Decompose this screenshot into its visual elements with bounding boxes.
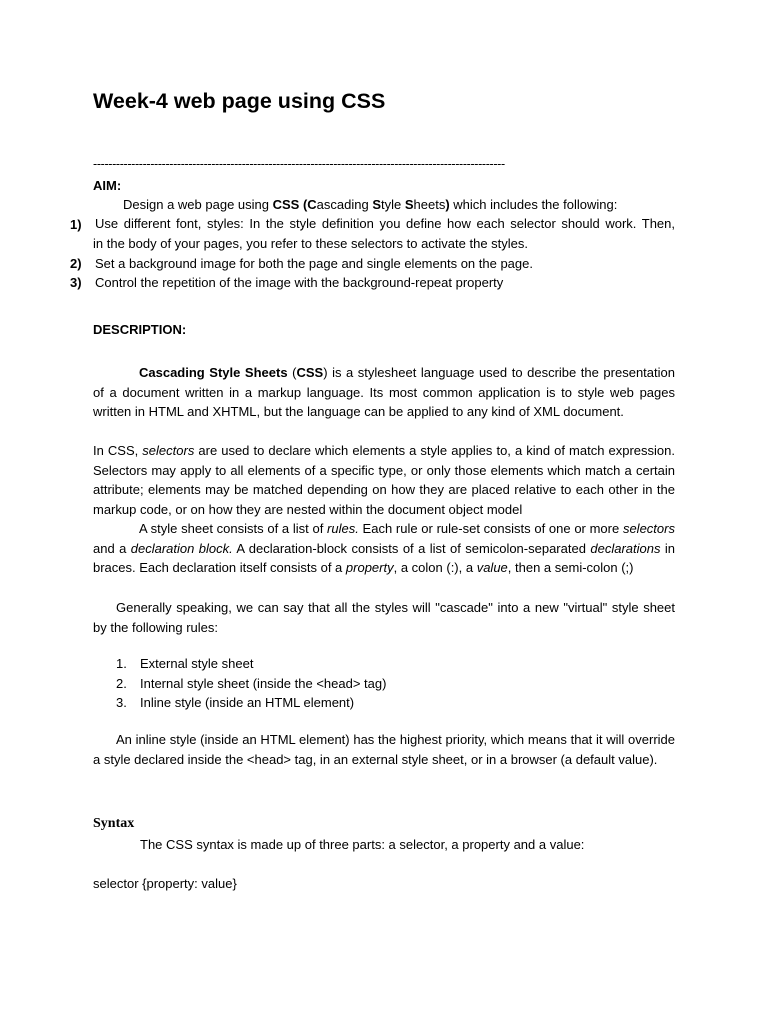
- aim-item-number: 1): [70, 217, 82, 232]
- p3-value: value: [476, 560, 508, 576]
- p3-declarations: declarations: [590, 540, 661, 556]
- aim-intro-text: Design a web page using: [123, 197, 273, 212]
- p3-a: A style sheet consists of a list of: [139, 521, 328, 536]
- description-paragraph-5: An inline style (inside an HTML element) has the highest priority, which means that it will override a style declared inside the <head> tag, in an external style sheet, or in a browser (a default value).: [93, 732, 675, 767]
- description-paragraph-4: Generally speaking, we can say that all the styles will "cascade" into a new "virtual" style sheet by the following rules:: [93, 600, 675, 635]
- syntax-example: selector {property: value}: [93, 876, 237, 891]
- p2-selectors: selectors: [142, 443, 195, 458]
- aim-item-1-line-2: in the body of your pages, you refer to these selectors to activate the styles.: [93, 236, 529, 251]
- p3-rules: rules.: [327, 521, 359, 536]
- aim-intro-c: C: [307, 197, 317, 212]
- aim-heading: AIM:: [93, 178, 122, 193]
- aim-intro-s: S: [372, 197, 381, 212]
- rule-item: External style sheet: [140, 656, 254, 671]
- rule-number: 2.: [116, 676, 127, 691]
- aim-item-1-line-1: Use different font, styles: In the style definition you define how each selector should work. Then,: [95, 216, 675, 231]
- p3-property: property: [345, 560, 394, 576]
- description-paragraph-3: [93, 519, 675, 578]
- aim-intro-ascading: ascading: [316, 197, 373, 212]
- p2-text: are used to declare which elements a style applies to, a kind of match expression. Selectors may apply to all elements of a specific type, or only those elements which match a certain attribute; elements may be matched depending on how they are placed relative to each other in the markup code, or on how they are nested within the document object model: [93, 443, 675, 517]
- aim-intro-close: ): [445, 197, 450, 212]
- description-paragraph-1: [93, 363, 675, 422]
- p3-g: , then a semi-colon (;): [507, 560, 634, 576]
- rule-item: Inline style (inside an HTML element): [140, 695, 355, 710]
- p3-selectors: selectors: [622, 521, 675, 536]
- p2-pre: In CSS,: [93, 443, 143, 458]
- css-full-name: Cascading Style Sheets: [139, 365, 288, 380]
- aim-intro-post: which includes the following:: [449, 197, 618, 212]
- p3-b: Each rule or rule-set consists of one or more: [358, 521, 623, 536]
- rule-number: 3.: [116, 695, 127, 710]
- aim-intro-css: CSS (: [272, 197, 308, 212]
- aim-intro-s2: S: [404, 197, 414, 212]
- aim-item-number: 3): [70, 275, 82, 290]
- description-paragraph-2: [93, 441, 675, 519]
- dashed-divider: ------------------------------------------------------------------------------------------------------------: [93, 157, 505, 171]
- description-heading: DESCRIPTION:: [93, 322, 187, 337]
- aim-intro-tyle: tyle: [381, 197, 405, 212]
- rule-number: 1.: [116, 656, 127, 671]
- aim-intro-heets: heets: [413, 197, 446, 212]
- aim-intro: [123, 195, 617, 215]
- aim-item-3: Control the repetition of the image with the background-repeat property: [95, 275, 504, 290]
- p3-declaration-block: declaration block.: [130, 540, 233, 556]
- rule-item: Internal style sheet (inside the <head> tag): [140, 676, 387, 691]
- p3-f: , a colon (:), a: [393, 560, 477, 576]
- syntax-heading: Syntax: [93, 816, 135, 831]
- p1-paren: (: [287, 365, 297, 380]
- p3-c: and a: [93, 540, 131, 556]
- page-title: Week-4 web page using CSS: [93, 89, 386, 113]
- p3-e: in braces. Each declaration itself consists of a: [93, 540, 675, 576]
- css-acronym: CSS: [296, 365, 324, 380]
- p3-d: A declaration-block consists of a list of semicolon-separated: [232, 540, 591, 556]
- syntax-description: The CSS syntax is made up of three parts: a selector, a property and a value:: [140, 837, 585, 852]
- aim-item-number: 2): [70, 256, 82, 271]
- aim-item-2: Set a background image for both the page and single elements on the page.: [95, 256, 533, 271]
- p1-text: ) is a stylesheet language used to describe the presentation of a document written in a markup language. Its most common application is to style web pages written in HTML and XHTML, but the language can be applied to any kind of XML document.: [93, 365, 675, 420]
